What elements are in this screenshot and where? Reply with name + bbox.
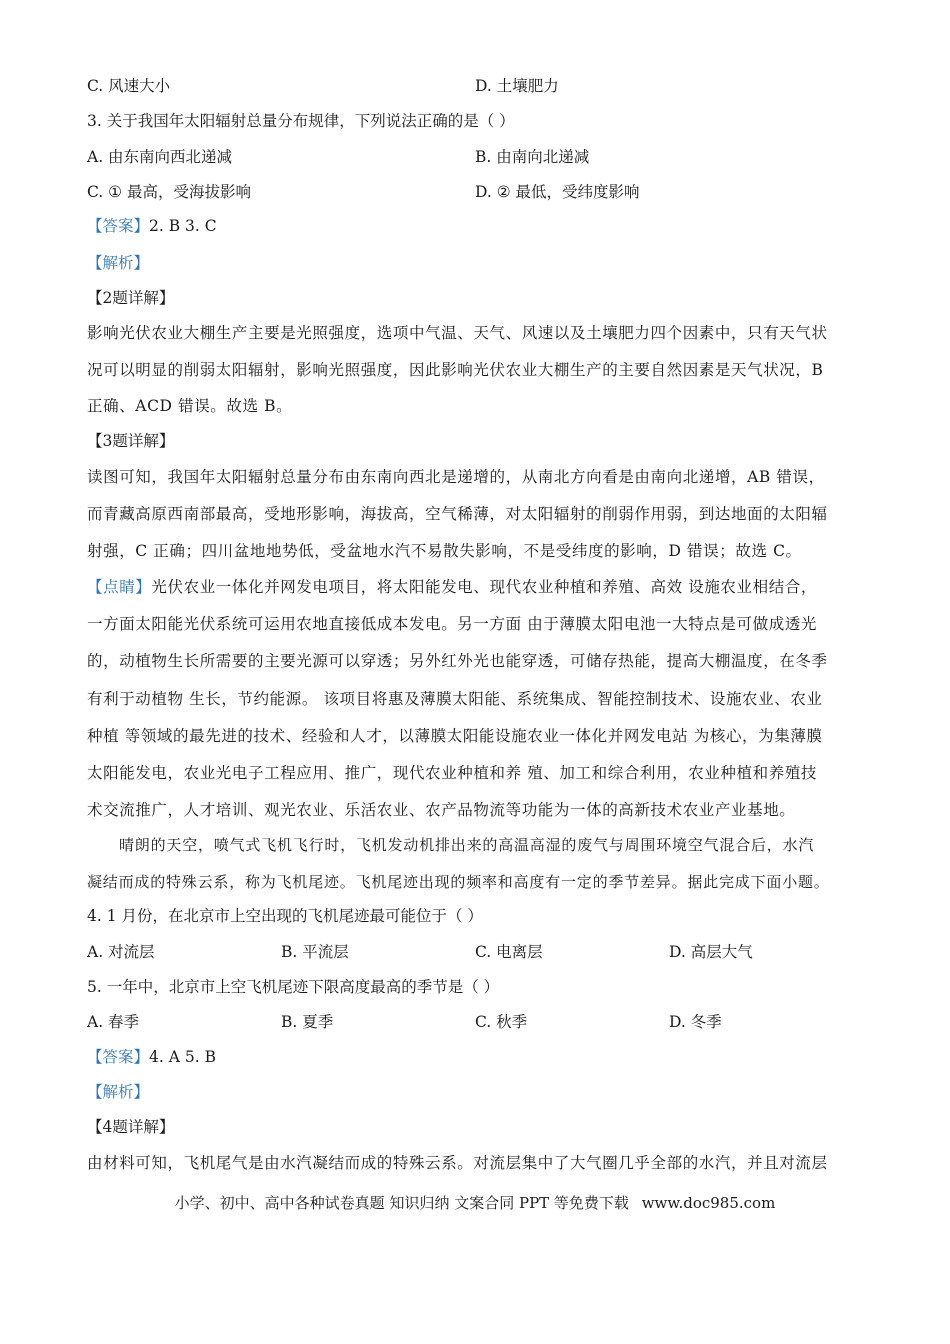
answer-label: 【答案】 <box>87 1048 150 1066</box>
detail2-heading: 【2题详解】 <box>87 289 175 307</box>
q4-option-b: B. 平流层 <box>281 943 349 961</box>
detail3-line: 读图可知，我国年太阳辐射总量分布由东南向西北是递增的，从南北方向看是由南向北递增，AB 错误， <box>87 468 825 486</box>
comment-line: 【点睛】光伏农业一体化并网发电项目，将太阳能发电、现代农业种植和养殖、高效 设施农业相结合， <box>87 578 818 596</box>
material-line: 晴朗的天空，喷气式飞机飞行时，飞机发动机排出来的高温高湿的废气与周围环境空气混合后，水汽 <box>119 836 815 854</box>
analysis-label-1: 【解析】 <box>87 254 150 272</box>
detail2-line: 况可以明显的削弱太阳辐射，影响光照强度，因此影响光伏农业大棚生产的主要自然因素是天气状况，B <box>87 361 824 379</box>
answer-text: 4. A 5. B <box>149 1048 216 1066</box>
q3-option-d: D. ② 最低，受纬度影响 <box>475 183 640 201</box>
detail3-line: 射强，C 正确；四川盆地地势低，受盆地水汽不易散失影响，不是受纬度的影响，D 错误；故选 C。 <box>87 542 802 560</box>
q4-option-a: A. 对流层 <box>87 943 155 961</box>
analysis-label-2: 【解析】 <box>87 1083 150 1101</box>
q4-option-d: D. 高层大气 <box>669 943 753 961</box>
q4-stem: 4. 1 月份，在北京市上空出现的飞机尾迹最可能位于（ ） <box>87 907 483 925</box>
comment-line: 术交流推广，人才培训、观光农业、乐活农业、农产品物流等功能为一体的高新技术农业产业基地。 <box>87 801 796 819</box>
q5-option-d: D. 冬季 <box>669 1013 722 1031</box>
q3-option-b: B. 由南向北递减 <box>475 148 590 166</box>
q5-option-a: A. 春季 <box>87 1013 140 1031</box>
page-footer <box>0 1192 950 1213</box>
answer-line-2 <box>87 1047 216 1067</box>
footer-site-link[interactable]: www.doc985.com <box>641 1194 776 1212</box>
q5-option-b: B. 夏季 <box>281 1013 334 1031</box>
detail4-heading: 【4题详解】 <box>87 1118 175 1136</box>
comment-label: 【点睛】 <box>87 578 152 596</box>
q5-stem: 5. 一年中，北京市上空飞机尾迹下限高度最高的季节是（ ） <box>87 978 500 996</box>
comment-line: 有利于动植物 生长，节约能源。 该项目将惠及薄膜太阳能、系统集成、智能控制技术、设施农业、农业 <box>87 690 823 708</box>
q5-option-c: C. 秋季 <box>475 1013 528 1031</box>
comment-line: 的，动植物生长所需要的主要光源可以穿透；另外红外光也能穿透，可储存热能，提高大棚温度，在冬季 <box>87 652 828 670</box>
detail2-line: 正确、ACD 错误。故选 B。 <box>87 397 293 415</box>
q3-option-a: A. 由东南向西北递减 <box>87 148 233 166</box>
q4-option-c: C. 电离层 <box>475 943 543 961</box>
detail4-line: 由材料可知，飞机尾气是由水汽凝结而成的特殊云系。对流层集中了大气圈几乎全部的水汽，并且对流层 <box>87 1154 828 1172</box>
q3-option-c: C. ① 最高，受海拔影响 <box>87 183 251 201</box>
comment-line: 太阳能发电，农业光电子工程应用、推广，现代农业种植和养 殖、加工和综合利用，农业种植和养殖技 <box>87 764 818 782</box>
detail3-line: 而青藏高原西南部最高，受地形影响，海拔高，空气稀薄，对太阳辐射的削弱作用弱，到达地面的太阳辐 <box>87 505 828 523</box>
comment-line: 种植 等领域的最先进的技术、经验和人才，以薄膜太阳能设施农业一体化并网发电站 为核心，为集薄膜 <box>87 727 823 745</box>
material-line: 凝结而成的特殊云系，称为飞机尾迹。飞机尾迹出现的频率和高度有一定的季节差异。据此完成下面小题。 <box>87 873 830 891</box>
answer-text: 2. B 3. C <box>149 217 217 235</box>
detail2-line: 影响光伏农业大棚生产主要是光照强度，选项中气温、天气、风速以及土壤肥力四个因素中，只有天气状 <box>87 324 828 342</box>
comment-line: 一方面太阳能光伏系统可运用农地直接低成本发电。另一方面 由于薄膜太阳电池一大特点是可做成透光 <box>87 615 818 633</box>
detail3-heading: 【3题详解】 <box>87 432 175 450</box>
q2-option-d: D. 土壤肥力 <box>475 77 559 95</box>
footer-text: 小学、初中、高中各种试卷真题 知识归纳 文案合同 PPT 等免费下载 <box>174 1194 629 1212</box>
answer-line-1 <box>87 216 217 236</box>
answer-label: 【答案】 <box>87 217 150 235</box>
q2-option-c: C. 风速大小 <box>87 77 171 95</box>
q3-stem: 3. 关于我国年太阳辐射总量分布规律，下列说法正确的是（ ） <box>87 112 515 130</box>
